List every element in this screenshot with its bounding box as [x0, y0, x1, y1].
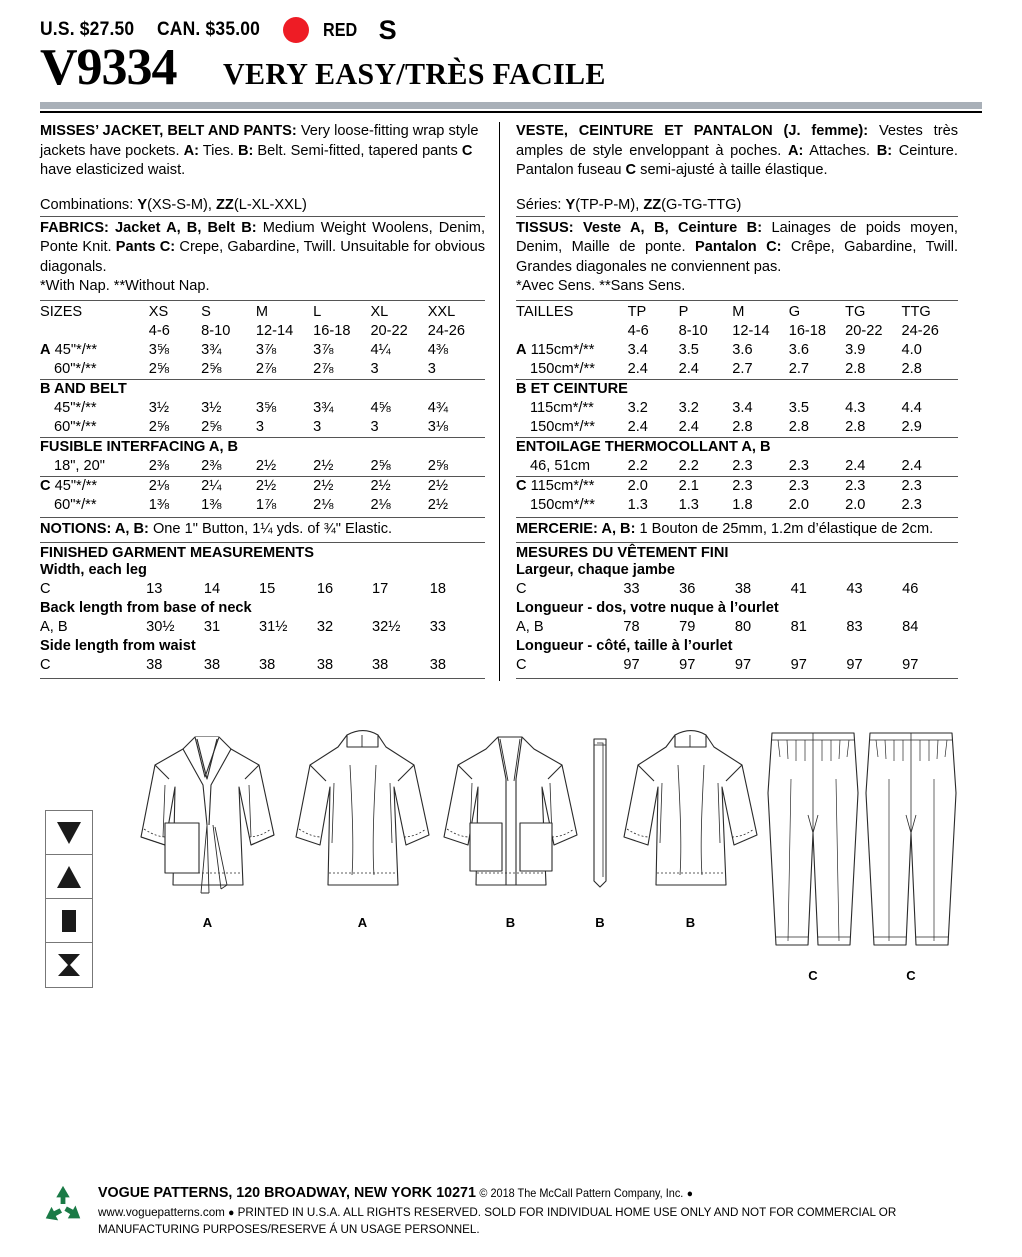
fgm-subtitle-row — [40, 561, 485, 580]
english-nap-note: *With Nap. **Without Nap. — [40, 278, 210, 295]
table-cell: 46 — [902, 581, 919, 598]
french-fgm-title: MESURES DU VÊTEMENT FINI — [516, 545, 729, 562]
table-cell: 24-26 — [901, 322, 939, 339]
table-cell: 2⅛ — [370, 496, 391, 513]
table-cell: 78 — [623, 619, 640, 636]
table-cell: 2.3 — [901, 496, 922, 513]
price-header — [40, 0, 982, 45]
divider — [516, 542, 958, 543]
table-cell: TAILLES — [516, 303, 574, 320]
french-column — [499, 122, 958, 681]
table-cell: 2¼ — [201, 476, 256, 495]
table-cell: 2.8 — [901, 360, 922, 377]
table-cell: 2.9 — [901, 418, 922, 435]
table-section-row — [516, 379, 958, 398]
footer-bullet-icon: ● — [228, 1206, 235, 1219]
table-cell: 38 — [259, 657, 276, 674]
title-row — [40, 39, 982, 96]
table-cell: 2.3 — [732, 457, 753, 474]
table-cell: 3.4 — [732, 399, 753, 416]
table-cell: XS — [148, 303, 169, 320]
figure-belt-b — [580, 725, 620, 930]
divider — [516, 216, 958, 217]
table-cell: G — [788, 303, 801, 320]
table-section-row — [516, 437, 958, 456]
table-row — [516, 580, 958, 599]
table-cell: 1⅞ — [255, 496, 277, 513]
table-cell: 2.4 — [678, 418, 699, 435]
table-cell: TP — [627, 303, 647, 320]
table-cell: Longueur - côté, taille à l’ourlet — [516, 638, 733, 655]
table-cell: 2.0 — [788, 496, 809, 513]
table-cell: 2.8 — [788, 418, 809, 435]
table-cell: 4-6 — [627, 322, 649, 339]
figure-jacket-a-back — [290, 725, 435, 930]
table-cell: 31 — [203, 619, 221, 636]
table-row-label: A 115cm*/** — [516, 341, 595, 358]
table-cell: 2½ — [313, 457, 334, 474]
rectangle-icon — [46, 899, 92, 943]
table-cell: 33 — [429, 619, 447, 636]
hourglass-icon — [46, 943, 92, 987]
figure-label: B — [685, 915, 696, 931]
table-cell: 31½ — [259, 619, 288, 636]
table-header-row — [40, 303, 485, 322]
table-cell: S — [201, 303, 211, 320]
table-cell: 2.4 — [627, 418, 648, 435]
figure-jacket-b-back — [618, 725, 763, 930]
table-cell: 4¼ — [370, 341, 391, 358]
table-cell: B ET CEINTURE — [516, 379, 958, 398]
footer-text — [98, 1182, 929, 1239]
table-cell: SIZES — [40, 303, 83, 320]
fgm-subtitle-row — [516, 637, 958, 656]
table-cell: 32 — [316, 619, 334, 636]
table-cell: 2.1 — [679, 476, 733, 495]
triangle-icon — [46, 855, 92, 899]
table-row-label: C 45"*/** — [40, 476, 149, 495]
table-cell: 2.3 — [788, 457, 809, 474]
table-cell: 43 — [846, 581, 863, 598]
table-cell: 3.5 — [678, 341, 699, 358]
divider — [516, 517, 958, 518]
table-cell: 1⅜ — [148, 496, 170, 513]
table-cell: 4⅜ — [427, 341, 448, 358]
table-row-label: 150cm*/** — [530, 418, 595, 435]
table-row — [516, 360, 958, 379]
table-cell: 2.2 — [627, 457, 648, 474]
figure-jacket-b-front — [438, 725, 583, 930]
fgm-subtitle-row — [40, 637, 485, 656]
table-cell: 20-22 — [370, 322, 408, 339]
table-cell: 2.7 — [732, 360, 753, 377]
table-cell: 3.9 — [845, 341, 866, 358]
table-cell: 36 — [679, 581, 696, 598]
table-cell: 2⅞ — [255, 360, 277, 377]
language-columns — [40, 122, 982, 681]
divider — [40, 678, 485, 679]
table-cell: 2.0 — [628, 476, 679, 495]
table-cell: 83 — [846, 619, 863, 636]
table-header-row — [516, 322, 958, 341]
table-row-label: 18", 20" — [54, 457, 105, 474]
table-cell: 79 — [679, 619, 696, 636]
english-description: MISSES’ JACKET, BELT AND PANTS: Very loose-fitting wrap style jackets have pockets. A: Ties. B: Belt. Semi-fitted, tapered pants C have elasticized waist. — [40, 123, 479, 179]
table-cell: 3 — [370, 360, 379, 377]
table-cell: 3.2 — [678, 399, 699, 416]
table-cell: A, B — [516, 619, 544, 636]
table-cell: 3 — [255, 418, 265, 435]
price-can: CAN. $35.00 — [156, 19, 260, 40]
table-cell: 38 — [203, 657, 221, 674]
table-cell — [516, 322, 628, 341]
table-row-label: 150cm*/** — [530, 496, 595, 513]
footer — [40, 1182, 982, 1239]
table-row-label: 150cm*/** — [530, 360, 595, 377]
figure-label: A — [202, 915, 213, 931]
table-cell: 3.2 — [627, 399, 648, 416]
recycle-icon — [40, 1182, 86, 1233]
table-cell: 2½ — [313, 476, 370, 495]
table-row-label: C 115cm*/** — [516, 476, 628, 495]
table-cell: 30½ — [146, 619, 175, 636]
table-cell: 97 — [846, 657, 863, 674]
table-cell: 3⅞ — [255, 341, 277, 358]
table-cell: 38 — [316, 657, 334, 674]
table-cell: 3⅞ — [313, 341, 334, 358]
divider — [40, 300, 485, 301]
table-row — [516, 656, 958, 675]
table-cell: 8-10 — [678, 322, 708, 339]
table-row — [516, 399, 958, 418]
figure-pants-c-back — [856, 723, 966, 983]
table-cell: C — [40, 581, 51, 598]
table-cell: L — [313, 303, 322, 320]
table-cell: 3 — [370, 418, 379, 435]
english-fabrics: FABRICS: Jacket A, B, Belt B: Medium Weight Woolens, Denim, Ponte Knit. Pants C: Crepe, Gabardine, Twill. Unsuitable for obvious diagonals. — [40, 219, 485, 275]
footer-rights: PRINTED IN U.S.A. ALL RIGHTS RESERVED. SOLD FOR INDIVIDUAL HOME USE ONLY AND NOT FOR COMMERCIAL OR MANUFACTURING PURPOSES/RESERVE Á UN USAGE PERSONNEL. — [98, 1204, 897, 1237]
table-cell: C — [516, 581, 527, 598]
table-cell: 17 — [371, 581, 389, 598]
table-cell: C — [516, 657, 527, 674]
pattern-number: V9334 — [40, 39, 177, 96]
table-row — [40, 457, 485, 476]
french-yardage-body — [516, 303, 958, 515]
table-row-label: 60"*/** — [54, 418, 97, 435]
divider — [40, 542, 485, 543]
table-cell: 80 — [734, 619, 752, 636]
table-cell: 2.8 — [845, 360, 866, 377]
table-cell: M — [732, 303, 745, 320]
table-cell: TTG — [901, 303, 931, 320]
table-cell: 2⅝ — [148, 360, 170, 377]
table-cell: ENTOILAGE THERMOCOLLANT A, B — [516, 437, 958, 456]
table-cell: 4¾ — [427, 399, 448, 416]
table-row — [516, 418, 958, 437]
body-shape-symbol-key — [45, 810, 93, 988]
table-cell: 97 — [623, 657, 640, 674]
figure-label: C — [906, 968, 916, 984]
table-cell: 3.4 — [627, 341, 648, 358]
table-row — [40, 618, 485, 637]
table-cell: 1.8 — [732, 496, 753, 513]
english-combinations: Combinations: Y(XS-S-M), ZZ(L-XL-XXL) — [40, 196, 307, 213]
table-cell: 2.8 — [732, 418, 753, 435]
table-cell: 2⅝ — [427, 457, 448, 474]
figure-label: B — [505, 915, 516, 931]
table-cell: FUSIBLE INTERFACING A, B — [40, 437, 485, 456]
table-cell: 15 — [259, 581, 276, 598]
figure-label: A — [357, 915, 368, 931]
table-cell: 3¾ — [201, 341, 222, 358]
table-cell: Width, each leg — [40, 562, 147, 579]
table-cell: 32½ — [371, 619, 401, 636]
table-header-row — [516, 303, 958, 322]
table-cell: A, B — [40, 619, 68, 636]
table-cell: 2.4 — [845, 457, 866, 474]
table-row-label: 45"*/** — [54, 399, 97, 416]
table-cell: 2⅛ — [149, 476, 201, 495]
english-fgm-title: FINISHED GARMENT MEASUREMENTS — [40, 545, 315, 562]
table-cell: 2.0 — [845, 496, 866, 513]
table-cell: 33 — [623, 581, 640, 598]
table-cell: C — [40, 657, 51, 674]
table-row — [516, 476, 958, 495]
figure-jacket-a-front — [135, 725, 280, 930]
figure-pants-c-front — [758, 723, 868, 983]
table-cell: 3.6 — [788, 341, 809, 358]
divider — [516, 300, 958, 301]
table-section-row — [40, 379, 485, 398]
footer-bullet-icon: ● — [686, 1188, 694, 1201]
table-cell: 2⅛ — [313, 496, 334, 513]
table-cell: 2½ — [255, 457, 277, 474]
table-cell: 3¾ — [313, 399, 334, 416]
table-cell: 3⅝ — [148, 341, 170, 358]
table-cell: 2.4 — [678, 360, 699, 377]
french-notions: MERCERIE: A, B: 1 Bouton de 25mm, 1.2m d’élastique de 2cm. — [516, 521, 934, 538]
table-row — [40, 399, 485, 418]
table-cell: 38 — [146, 657, 163, 674]
table-cell: 1⅜ — [201, 496, 222, 513]
footer-company: VOGUE PATTERNS, 120 BROADWAY, NEW YORK 10271 — [98, 1184, 476, 1202]
table-cell: 2½ — [427, 496, 448, 513]
fgm-subtitle-row — [516, 599, 958, 618]
table-cell: 8-10 — [201, 322, 231, 339]
table-cell: 97 — [734, 657, 752, 674]
table-cell: 2.2 — [678, 457, 699, 474]
table-cell: Back length from base of neck — [40, 600, 252, 617]
table-cell: 12-14 — [255, 322, 294, 339]
table-cell: 3 — [427, 360, 436, 377]
table-cell: 2⅝ — [370, 457, 391, 474]
table-cell: 3½ — [148, 399, 170, 416]
table-cell: 2⅜ — [201, 457, 222, 474]
table-cell: 41 — [790, 581, 807, 598]
table-row — [40, 341, 485, 360]
table-row — [40, 476, 485, 495]
table-cell: 2.4 — [901, 457, 922, 474]
price-us: U.S. $27.50 — [40, 19, 135, 40]
table-cell: 4.0 — [901, 341, 922, 358]
inverted-triangle-icon — [46, 811, 92, 855]
size-code: S — [378, 14, 397, 45]
table-cell: 14 — [203, 581, 221, 598]
table-row-label: 115cm*/** — [530, 399, 594, 416]
table-cell: 16-18 — [313, 322, 351, 339]
table-cell: 38 — [734, 581, 752, 598]
table-cell: 16-18 — [788, 322, 827, 339]
table-cell: 3.5 — [788, 399, 809, 416]
table-row-label: 60"*/** — [54, 496, 97, 513]
table-cell: 2⅜ — [148, 457, 170, 474]
table-cell: 2½ — [370, 476, 427, 495]
table-cell: 24-26 — [427, 322, 466, 339]
table-cell: 3½ — [201, 399, 222, 416]
table-row — [40, 496, 485, 515]
table-cell: 97 — [902, 657, 919, 674]
table-cell: 2.3 — [789, 476, 845, 495]
footer-website[interactable]: www.voguepatterns.com — [98, 1204, 225, 1219]
table-cell: 13 — [146, 581, 163, 598]
table-cell: XXL — [427, 303, 456, 320]
table-cell — [40, 322, 149, 341]
table-cell: TG — [845, 303, 866, 320]
table-cell: 4⅝ — [370, 399, 391, 416]
table-cell: Longueur - dos, votre nuque à l’ourlet — [516, 600, 779, 617]
table-cell: 2.7 — [788, 360, 809, 377]
table-cell: 2⅝ — [148, 418, 170, 435]
table-cell: Side length from waist — [40, 638, 196, 655]
fgm-subtitle-row — [516, 561, 958, 580]
table-cell: P — [678, 303, 689, 320]
table-cell: 16 — [316, 581, 334, 598]
table-cell: 2.4 — [627, 360, 648, 377]
table-cell: 2.3 — [902, 476, 958, 495]
table-row-label: 46, 51cm — [530, 457, 591, 474]
table-cell: 97 — [790, 657, 807, 674]
table-cell: 2⅝ — [201, 418, 222, 435]
table-cell: 2.3 — [732, 476, 788, 495]
table-cell: 97 — [679, 657, 696, 674]
french-yardage-table — [516, 303, 958, 515]
french-fgm-table — [516, 561, 958, 675]
title-rule-thin — [40, 111, 982, 113]
french-description: VESTE, CEINTURE ET PANTALON (J. femme): Vestes très amples de style enveloppant à poches. A: Attaches. B: Ceinture. Pantalon fuseau C semi-ajusté à taille élastique. — [516, 123, 958, 179]
figure-label: C — [808, 968, 818, 984]
table-cell: 4.3 — [845, 399, 866, 416]
table-cell: 2.8 — [845, 418, 866, 435]
divider — [516, 678, 958, 679]
table-row — [40, 360, 485, 379]
figure-label: B — [595, 915, 605, 931]
technical-illustrations — [40, 715, 982, 1045]
table-cell: B AND BELT — [40, 379, 485, 398]
title-rule-thick — [40, 102, 982, 109]
english-notions: NOTIONS: A, B: One 1" Button, 1¼ yds. of ¾" Elastic. — [40, 521, 393, 538]
table-cell: XL — [370, 303, 389, 320]
table-row — [516, 457, 958, 476]
table-cell: 1.3 — [678, 496, 699, 513]
table-cell: 2½ — [428, 476, 485, 495]
table-cell: M — [255, 303, 269, 320]
table-cell: Largeur, chaque jambe — [516, 562, 675, 579]
english-column — [40, 122, 499, 681]
table-cell: 3⅛ — [427, 418, 448, 435]
french-fgm-body — [516, 561, 958, 675]
table-cell: 18 — [429, 581, 447, 598]
french-nap-note: *Avec Sens. **Sans Sens. — [516, 278, 686, 295]
table-cell: 2⅝ — [201, 360, 222, 377]
color-swatch-icon — [283, 17, 309, 43]
english-yardage-table — [40, 303, 485, 515]
english-fgm-body — [40, 561, 485, 675]
table-cell: 38 — [429, 657, 447, 674]
table-row — [40, 580, 485, 599]
table-cell: 1.3 — [627, 496, 648, 513]
difficulty-tagline: VERY EASY/TRÈS FACILE — [222, 56, 606, 91]
table-cell: 4-6 — [148, 322, 170, 339]
fgm-subtitle-row — [40, 599, 485, 618]
divider — [40, 517, 485, 518]
english-yardage-body — [40, 303, 485, 515]
english-fgm-table — [40, 561, 485, 675]
french-combinations: Séries: Y(TP-P-M), ZZ(G-TG-TTG) — [516, 196, 742, 213]
table-cell: 3⅝ — [255, 399, 277, 416]
table-row — [516, 341, 958, 360]
table-row — [516, 618, 958, 637]
table-cell: 12-14 — [732, 322, 770, 339]
table-cell: 2½ — [256, 476, 313, 495]
table-row — [40, 656, 485, 675]
table-row — [516, 496, 958, 515]
table-cell: 4.4 — [901, 399, 922, 416]
table-cell: 20-22 — [845, 322, 883, 339]
table-section-row — [40, 437, 485, 456]
table-cell: 81 — [790, 619, 807, 636]
table-cell: 2.3 — [845, 476, 901, 495]
footer-copyright: © 2018 The McCall Pattern Company, Inc. — [479, 1187, 684, 1201]
color-name: RED — [322, 19, 357, 40]
divider — [40, 216, 485, 217]
table-cell: 38 — [371, 657, 389, 674]
table-row-label: 60"*/** — [54, 360, 97, 377]
table-cell: 84 — [902, 619, 919, 636]
french-fabrics: TISSUS: Veste A, B, Ceinture B: Lainages de poids moyen, Denim, Maille de ponte. Pantalon C: Crêpe, Gabardine, Twill. Grandes diagonales ne conviennent pas. — [516, 219, 959, 275]
table-cell: 3 — [313, 418, 322, 435]
table-cell: 3.6 — [732, 341, 753, 358]
table-row-label: A 45"*/** — [40, 341, 98, 358]
table-header-row — [40, 322, 485, 341]
table-cell: 2⅞ — [313, 360, 334, 377]
table-row — [40, 418, 485, 437]
